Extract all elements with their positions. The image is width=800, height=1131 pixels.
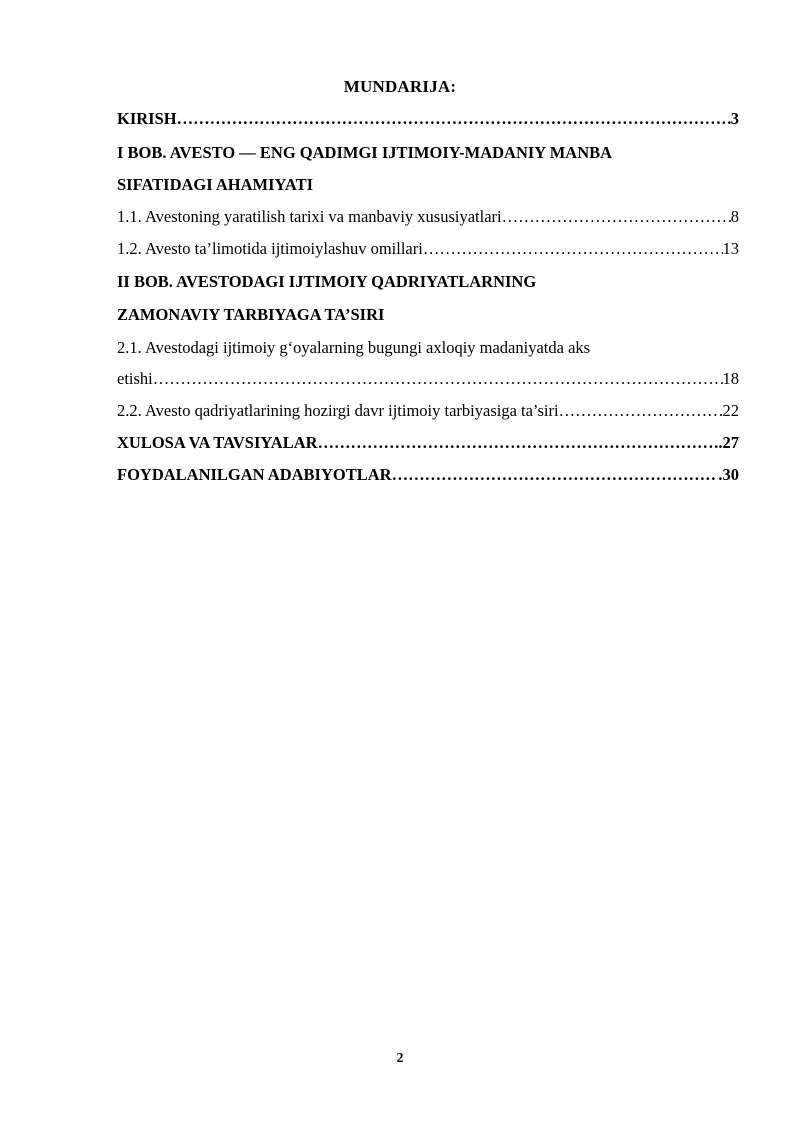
toc-leader-dots bbox=[177, 107, 731, 131]
toc-leader-dots bbox=[502, 205, 731, 229]
toc-entry-xulosa[interactable] bbox=[117, 431, 739, 455]
toc-entry-label: XULOSA VA TAVSIYALAR bbox=[117, 433, 318, 452]
toc-entry-page: 3 bbox=[730, 109, 739, 128]
toc-entry-label: 1.2. Avesto ta’limotida ijtimoiylashuv omillari bbox=[117, 239, 423, 258]
toc-entry-label: 1.1. Avestoning yaratilish tarixi va manbaviy xususiyatlari bbox=[117, 207, 502, 226]
toc-entry-label: etishi bbox=[117, 369, 153, 388]
toc-entry-2-1[interactable] bbox=[117, 367, 739, 391]
toc-entry-page: .27 bbox=[718, 433, 739, 452]
toc-entry-2-1-line-1[interactable]: 2.1. Avestodagi ijtimoiy g‘oyalarning bugungi axloqiy madaniyatda aks bbox=[117, 338, 591, 357]
toc-entry-page: 8 bbox=[730, 207, 739, 226]
toc-entry-label: KIRISH bbox=[117, 109, 177, 128]
toc-leader-dots bbox=[318, 431, 719, 455]
toc-entry-label: 2.2. Avesto qadriyatlarining hozirgi davr ijtimoiy tarbiyasiga ta’siri bbox=[117, 401, 559, 420]
toc-entry-1-1[interactable] bbox=[117, 205, 739, 229]
toc-chapter-2-line-1[interactable]: II BOB. AVESTODAGI IJTIMOIY QADRIYATLARNING bbox=[117, 272, 537, 291]
toc-leader-dots bbox=[423, 237, 723, 261]
toc-entry-page: .30 bbox=[718, 465, 739, 484]
toc-entry-adabiyotlar[interactable] bbox=[117, 463, 739, 487]
toc-leader-dots bbox=[559, 399, 723, 423]
toc-chapter-2-line-2[interactable]: ZAMONAVIY TARBIYAGA TA’SIRI bbox=[117, 305, 385, 324]
toc-entry-label: FOYDALANILGAN ADABIYOTLAR bbox=[117, 465, 392, 484]
toc-entry-2-2[interactable] bbox=[117, 399, 739, 423]
toc-leader-dots bbox=[392, 463, 719, 487]
page-title: MUNDARIJA: bbox=[343, 77, 457, 96]
toc-entry-kirish[interactable] bbox=[117, 107, 739, 131]
toc-entry-page: 18 bbox=[722, 369, 739, 388]
toc-entry-1-2[interactable] bbox=[117, 237, 739, 261]
toc-chapter-1-line-1[interactable]: I BOB. AVESTO — ENG QADIMGI IJTIMOIY-MADANIY MANBA bbox=[117, 143, 613, 162]
toc-leader-dots bbox=[153, 367, 723, 391]
toc-chapter-1-line-2[interactable]: SIFATIDAGI AHAMIYATI bbox=[117, 175, 314, 194]
toc-entry-page: 22 bbox=[722, 401, 739, 420]
page-number: 2 bbox=[396, 1051, 404, 1066]
toc-entry-page: 13 bbox=[722, 239, 739, 258]
